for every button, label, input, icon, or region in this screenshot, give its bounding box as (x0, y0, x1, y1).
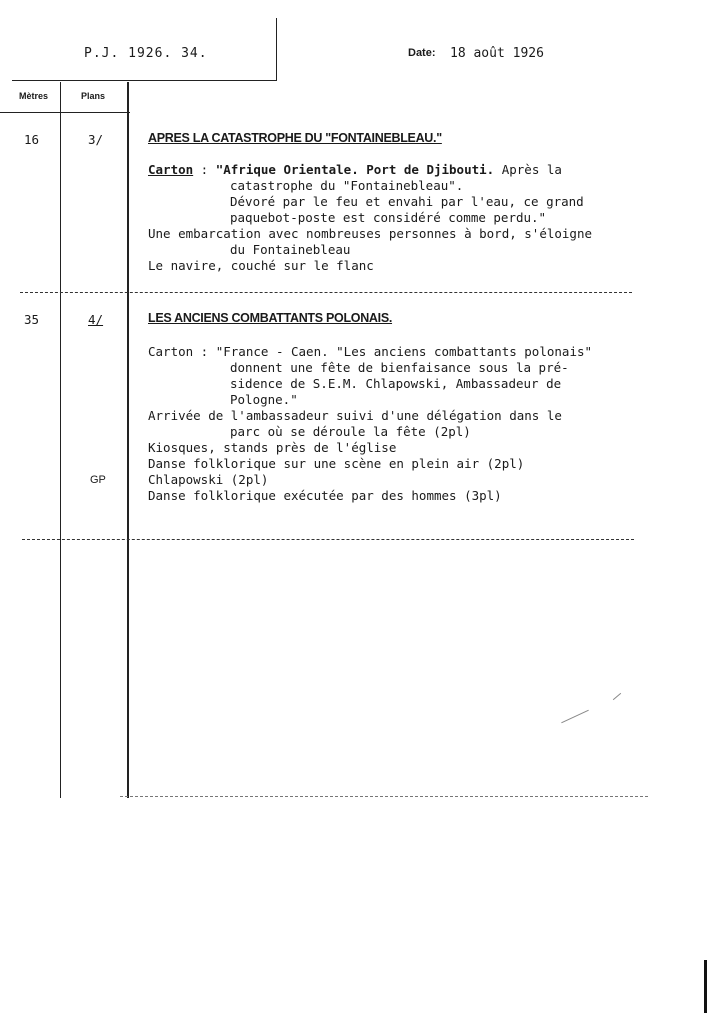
section-separator (20, 292, 632, 293)
gp-marker: GP (90, 474, 106, 486)
section-title: APRES LA CATASTROPHE DU "FONTAINEBLEAU." (148, 131, 442, 145)
shot-description: Danse folklorique sur une scène en plein air (2pl) (148, 456, 525, 471)
carton-caption-rest: Après la (494, 162, 562, 177)
scan-speck (613, 693, 621, 700)
shot-description: Arrivée de l'ambassadeur suivi d'une délégation dans le (148, 408, 562, 423)
carton-separator: : (193, 344, 216, 359)
page-bottom-rule (120, 796, 648, 797)
shot-description: parc où se déroule la fête (2pl) (230, 424, 471, 439)
carton-separator: : (193, 162, 216, 177)
scan-speck (561, 710, 589, 724)
column-divider-metres (60, 82, 61, 798)
carton-caption-line: paquebot-poste est considéré comme perdu." (230, 210, 547, 225)
carton-caption: "Afrique Orientale. Port de Djibouti. (215, 162, 495, 177)
carton-label: Carton (148, 162, 194, 177)
column-header-plans: Plans (81, 91, 106, 101)
header-box-bottom-border (12, 80, 277, 81)
shot-description: Le navire, couché sur le flanc (148, 258, 374, 273)
shot-description: Chlapowski (2pl) (148, 472, 269, 487)
date-value: 18 août 1926 (450, 46, 544, 61)
section-metres: 16 (24, 132, 40, 147)
carton-caption-line: Dévoré par le feu et envahi par l'eau, ce grand (230, 194, 584, 209)
section-separator (22, 539, 634, 540)
shot-description: Kiosques, stands près de l'église (148, 440, 397, 455)
date-label: Date: (408, 47, 436, 59)
column-divider-plans (127, 82, 129, 798)
shot-description: Une embarcation avec nombreuses personnes à bord, s'éloigne (148, 226, 593, 241)
section-description (148, 344, 592, 504)
column-header-bottom-border (0, 112, 130, 113)
section-description (148, 162, 592, 274)
section-metres: 35 (24, 312, 40, 327)
section-title: LES ANCIENS COMBATTANTS POLONAIS. (148, 311, 393, 325)
shot-description: du Fontainebleau (230, 242, 351, 257)
column-header-metres: Mètres (19, 91, 49, 101)
scan-edge (704, 960, 707, 1013)
carton-caption: "France - Caen. "Les anciens combattants polonais" (215, 344, 593, 359)
carton-caption-line: Pologne." (230, 392, 298, 407)
header-box-right-border (276, 18, 277, 80)
section-plan: 4/ (88, 312, 104, 327)
carton-label: Carton (148, 344, 194, 359)
shot-description: Danse folklorique exécutée par des hommes (3pl) (148, 488, 502, 503)
document-reference: P.J. 1926. 34. (84, 46, 208, 61)
carton-caption-line: catastrophe du "Fontainebleau". (230, 178, 464, 193)
section-plan: 3/ (88, 132, 104, 147)
carton-caption-line: donnent une fête de bienfaisance sous la pré- (230, 360, 569, 375)
carton-caption-line: sidence de S.E.M. Chlapowski, Ambassadeur de (230, 376, 562, 391)
